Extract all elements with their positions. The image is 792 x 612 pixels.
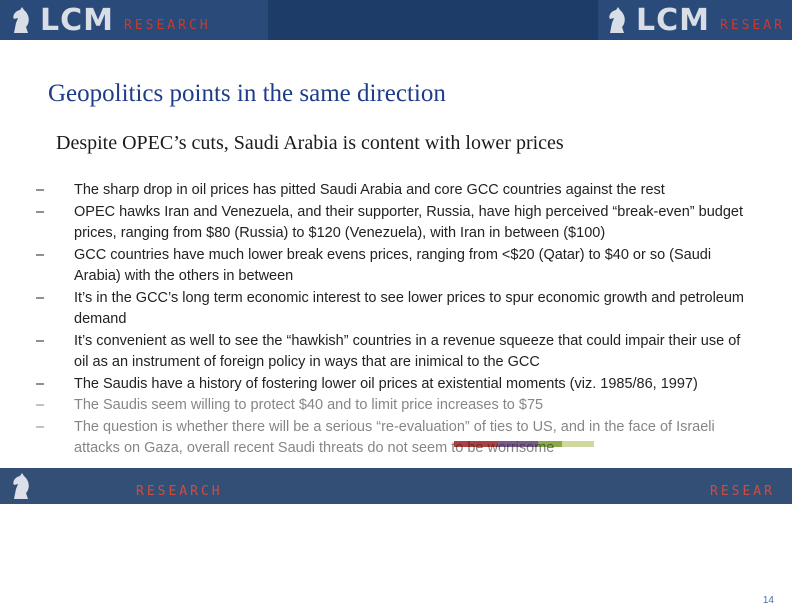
overlap-logo-right bbox=[700, 468, 775, 504]
bullet-dash: – bbox=[36, 246, 45, 263]
knight-icon bbox=[8, 471, 34, 501]
header-banner bbox=[0, 0, 792, 40]
bullet-item bbox=[36, 288, 756, 331]
bullet-text: It’s in the GCC’s long term economic interest to see lower prices to spur economic growth and petroleum demand bbox=[74, 289, 744, 327]
bullet-item bbox=[36, 245, 756, 288]
logo-wordmark: LCM bbox=[636, 2, 710, 38]
logo-left bbox=[8, 0, 211, 40]
bullet-dash: – bbox=[36, 182, 45, 198]
bullet-text: The sharp drop in oil prices has pitted Saudi Arabia and core GCC countries against the rest bbox=[74, 182, 665, 198]
bullet-item bbox=[36, 395, 756, 417]
bullet-dash: – bbox=[36, 203, 45, 220]
logo-wordmark: LCM bbox=[40, 2, 114, 38]
bullet-text: OPEC hawks Iran and Venezuela, and their supporter, Russia, have high perceived “break-even” budget prices, ranging from $80 (Russia) to $120 (Venezuela), with Iran in between ($100) bbox=[74, 203, 744, 241]
bullet-item bbox=[36, 331, 756, 374]
bullet-item bbox=[36, 180, 756, 202]
logo-subtitle: RESEARCH bbox=[124, 17, 211, 33]
bullet-dash: – bbox=[36, 397, 45, 413]
bullet-text: The Saudis have a history of fostering lower oil prices at existential moments (viz. 1985/86, 1997) bbox=[74, 375, 698, 392]
overlap-banner bbox=[0, 468, 792, 504]
bullet-text: GCC countries have much lower break evens prices, ranging from <$20 (Qatar) to $40 or so (Saudi Arabia) with the others in between bbox=[74, 246, 712, 284]
bullet-item bbox=[36, 202, 756, 245]
logo-subtitle: RESEAR bbox=[710, 483, 775, 499]
bullet-dash: – bbox=[36, 375, 45, 392]
slide-title: Geopolitics points in the same direction bbox=[48, 80, 446, 107]
logo-subtitle: RESEAR bbox=[720, 17, 785, 33]
logo-right bbox=[604, 0, 785, 40]
bullet-dash: – bbox=[36, 332, 45, 349]
bullet-item bbox=[36, 417, 756, 460]
bullet-text: The Saudis seem willing to protect $40 and to limit price increases to $75 bbox=[74, 397, 544, 413]
bullet-dash: – bbox=[36, 418, 45, 435]
logo-subtitle: RESEARCH bbox=[136, 483, 223, 499]
bullet-text: The question is whether there will be a serious “re-evaluation” of ties to US, and in the face of Israeli attacks on Gaza, overall recent Saudi threats do not seem to be worrisome bbox=[74, 418, 715, 456]
page-number: 14 bbox=[762, 595, 774, 606]
knight-icon bbox=[8, 5, 34, 35]
knight-icon bbox=[604, 5, 630, 35]
bullet-item bbox=[36, 374, 756, 396]
bullet-dash: – bbox=[36, 289, 45, 306]
bullet-list bbox=[36, 180, 756, 460]
bullet-text: It’s convenient as well to see the “hawkish” countries in a revenue squeeze that could impair their use of oil as an instrument of foreign policy in ways that are inimical to the GCC bbox=[74, 332, 741, 370]
slide-subtitle: Despite OPEC’s cuts, Saudi Arabia is content with lower prices bbox=[56, 132, 564, 154]
overlap-logo-left bbox=[8, 468, 223, 504]
